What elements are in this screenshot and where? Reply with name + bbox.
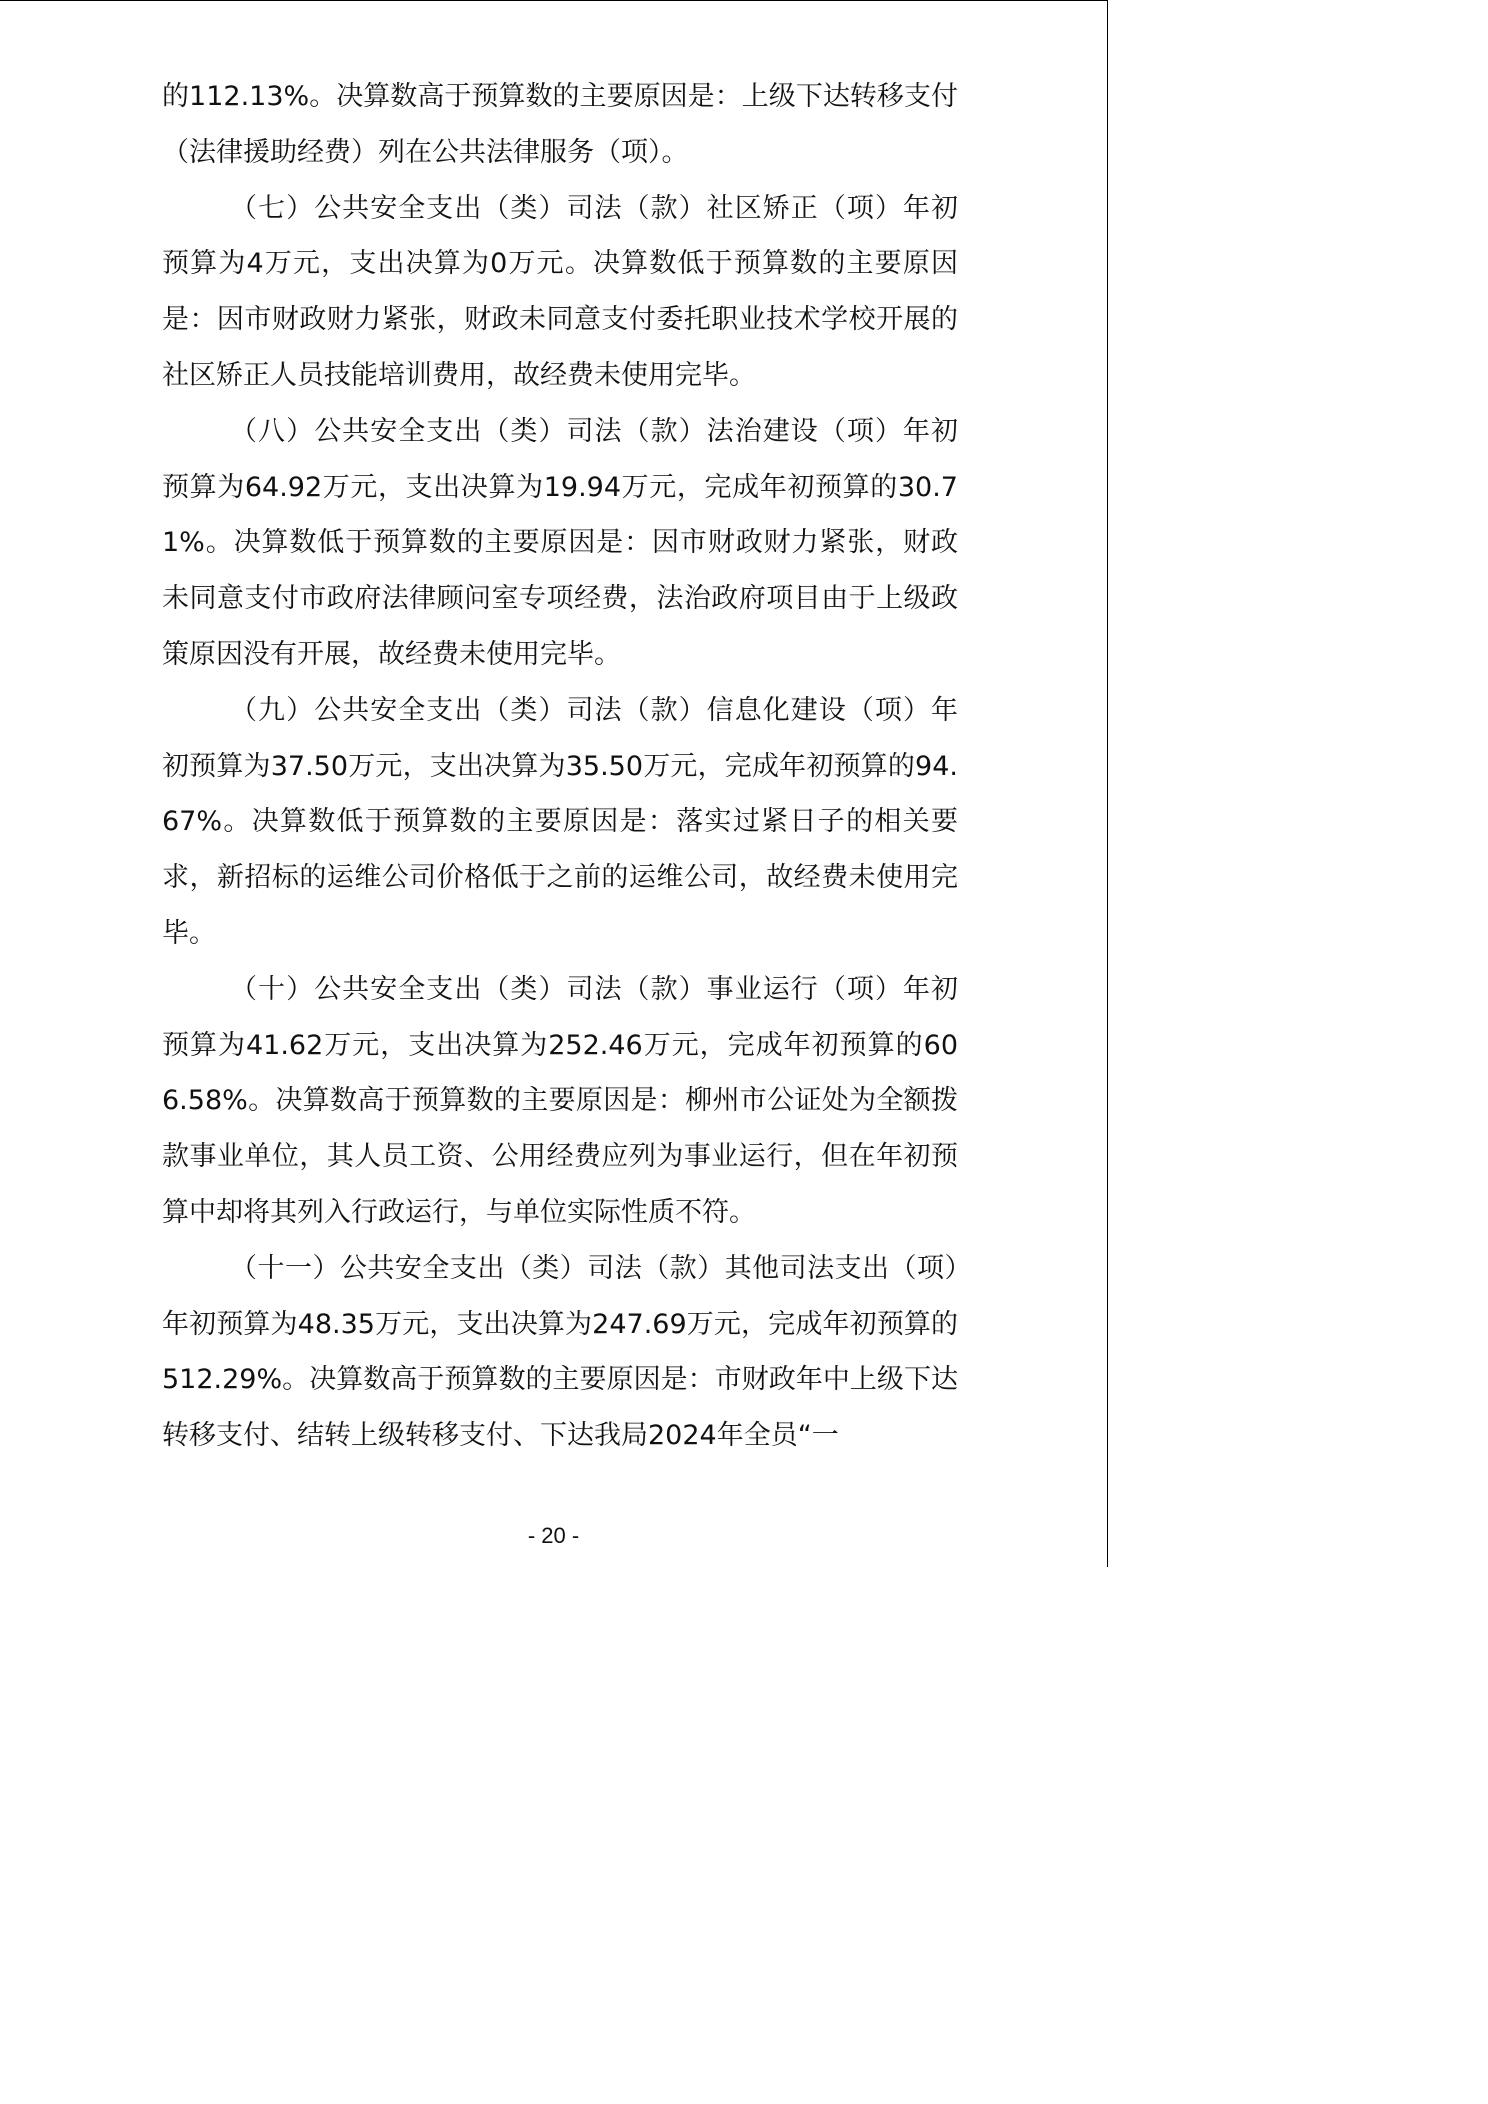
paragraph-community-correction: （七）公共安全支出（类）司法（款）社区矫正（项）年初预算为4万元，支出决算为0万元。决算数低于预算数的主要原因是：因市财政财力紧张，财政未同意支付委托职业技术学校开展的社区矫正人员技能培训费用，故经费未使用完毕。 xyxy=(162,192,958,391)
paragraph-informatization: （九）公共安全支出（类）司法（款）信息化建设（项）年初预算为37.50万元，支出决算为35.50万元，完成年初预算的94.67%。决算数低于预算数的主要原因是：落实过紧日子的相关要求，新招标的运维公司价格低于之前的运维公司，故经费未使用完毕。 xyxy=(162,694,958,949)
paragraph-other-judicial: （十一）公共安全支出（类）司法（款）其他司法支出（项）年初预算为48.35万元，支出决算为247.69万元，完成年初预算的512.29%。决算数高于预算数的主要原因是：市财政年中上级下达转移支付、结转上级转移支付、下达我局2024年全员“一 xyxy=(162,1252,958,1452)
paragraph-continuation: 的112.13%。决算数高于预算数的主要原因是：上级下达转移支付（法律援助经费）列在公共法律服务（项）。 xyxy=(162,81,958,168)
body-text xyxy=(162,69,958,1464)
paragraph-institution-operation: （十）公共安全支出（类）司法（款）事业运行（项）年初预算为41.62万元，支出决算为252.46万元，完成年初预算的606.58%。决算数高于预算数的主要原因是：柳州市公证处为全额拨款事业单位，其人员工资、公用经费应列为事业运行，但在年初预算中却将其列入行政运行，与单位实际性质不符。 xyxy=(162,973,958,1228)
paragraph-rule-of-law: （八）公共安全支出（类）司法（款）法治建设（项）年初预算为64.92万元，支出决算为19.94万元，完成年初预算的30.71%。决算数低于预算数的主要原因是：因市财政财力紧张，财政未同意支付市政府法律顾问室专项经费，法治政府项目由于上级政策原因没有开展，故经费未使用完毕。 xyxy=(162,415,958,670)
page-number: - 20 - xyxy=(527,1523,580,1548)
